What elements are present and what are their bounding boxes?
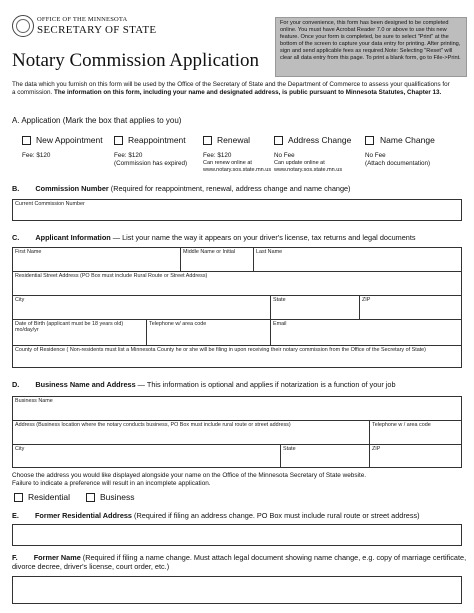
business-label: Business <box>100 492 135 502</box>
office-name-line1: OFFICE OF THE MINNESOTA <box>37 16 128 23</box>
business-state-label: State <box>283 446 296 452</box>
former-name-field[interactable] <box>12 576 462 604</box>
section-b-letter: B. <box>12 184 20 193</box>
business-city-field[interactable] <box>13 445 281 467</box>
seal-inner-icon <box>16 19 30 33</box>
state-field[interactable] <box>271 296 360 320</box>
name-change-fee: No Fee <box>365 152 386 159</box>
address-failure-text: Failure to indicate a preference will result in an incomplete application. <box>12 480 211 487</box>
residential-address-label: Residential Street Address (PO Box must include Rural Route or Street Address) <box>15 273 208 279</box>
section-b-heading <box>12 184 351 193</box>
address-change-label: Address Change <box>288 135 352 145</box>
office-name-line2: SECRETARY OF STATE <box>37 24 157 36</box>
business-state-field[interactable] <box>281 445 370 467</box>
intro-paragraph <box>12 81 452 97</box>
renewal-note: Can renew online at www.notary.sos.state.mn.us <box>203 160 272 173</box>
zip-label: ZIP <box>362 297 371 303</box>
section-e-title: Former Residential Address <box>34 511 132 520</box>
residential-checkbox[interactable] <box>14 493 23 502</box>
city-label: City <box>15 297 25 303</box>
dob-format-text: mo/day/yr <box>15 327 39 333</box>
page-title: Notary Commission Application <box>12 50 259 71</box>
business-info-table <box>12 396 462 468</box>
section-c-heading <box>12 233 416 242</box>
reappointment-fee: Fee: $120 <box>114 152 143 159</box>
residential-address-field[interactable] <box>13 272 461 296</box>
residential-label: Residential <box>28 492 71 502</box>
intro-bold-text: The information on this form, including your name and designated address, is public pursuant to Minnesota Statutes, Chapter 13. <box>54 89 442 96</box>
intro-text: The data which you furnish on this form will be used by the Office of the Secretary of State and the Department of Commerce to assess your qualifications for a commission. <box>12 81 450 96</box>
first-name-label: First Name <box>15 249 42 255</box>
county-field[interactable] <box>13 346 461 367</box>
reappointment-note: (Commission has expired) <box>114 160 188 167</box>
business-checkbox[interactable] <box>86 493 95 502</box>
section-b-title: Commission Number <box>35 184 109 193</box>
section-c-title: Applicant Information <box>35 233 111 242</box>
section-d-heading <box>12 380 396 389</box>
county-label: County of Residence ( Non-residents must list a Minnesota County he or she will be filing in upon receiving their notary commission from the Office of the Secretary of State) <box>15 347 426 353</box>
section-d-letter: D. <box>12 380 20 389</box>
zip-field[interactable] <box>360 296 461 320</box>
city-field[interactable] <box>13 296 271 320</box>
dob-label-text: Date of Birth (applicant must be 18 years old) <box>15 321 124 327</box>
applicant-info-table <box>12 247 462 368</box>
business-zip-label: ZIP <box>372 446 381 452</box>
name-change-note: (Attach documentation) <box>365 160 431 167</box>
business-city-label: City <box>15 446 25 452</box>
section-a-heading: A. Application (Mark the box that applies to you) <box>12 116 182 125</box>
new-appointment-label: New Appointment <box>36 135 103 145</box>
address-choice-text: Choose the address you would like displayed alongside your name on the Office of the Minnesota Secretary of State website. <box>12 472 367 479</box>
section-c-desc: — List your name the way it appears on your driver's license, tax returns and legal documents <box>110 233 416 242</box>
reappointment-checkbox[interactable] <box>114 136 123 145</box>
section-f-letter: F. <box>12 553 18 562</box>
new-appointment-fee: Fee: $120 <box>22 152 51 159</box>
state-label: State <box>273 297 286 303</box>
section-f-desc: (Required if filing a name change. Must attach legal document showing name change, e.g. copy of marriage certificate, divorce decree, driver's license, court order, etc.) <box>12 553 467 571</box>
renewal-fee: Fee: $120 <box>203 152 232 159</box>
telephone-field[interactable] <box>147 320 271 346</box>
first-name-field[interactable] <box>13 248 181 272</box>
address-change-fee: No Fee <box>274 152 295 159</box>
business-telephone-label: Telephone w / area code <box>372 422 431 428</box>
middle-name-label: Middle Name or Initial <box>183 249 236 255</box>
business-name-field[interactable] <box>13 397 461 421</box>
business-address-field[interactable] <box>13 421 370 445</box>
dob-field[interactable] <box>13 320 147 346</box>
section-d-title: Business Name and Address <box>35 380 136 389</box>
section-d-desc: — This information is optional and applies if notarization is a function of your job <box>135 380 396 389</box>
telephone-label: Telephone w/ area code <box>149 321 207 327</box>
section-c-letter: C. <box>12 233 20 242</box>
instructions-notice: For your convenience, this form has been designed to be completed online. You must have Acrobat Reader 7.0 or above to use this new feature. Once your form is completed, be sure to select "Print" at the bottom of the screen to capture your data entry for printing. After printing, sign and send applicable fees as required.Note: Selecting "Reset" will clear all data entry from this page. To print a blank form, go to File->Print. <box>275 17 467 77</box>
section-e-letter: E. <box>12 511 19 520</box>
section-b-desc: (Required for reappointment, renewal, address change and name change) <box>108 184 351 193</box>
last-name-field[interactable] <box>254 248 461 272</box>
commission-number-label: Current Commission Number <box>15 201 85 207</box>
section-e-heading <box>12 511 420 520</box>
dob-label <box>13 320 146 334</box>
renewal-label: Renewal <box>217 135 251 145</box>
new-appointment-checkbox[interactable] <box>22 136 31 145</box>
section-e-desc: (Required if filing an address change. PO Box must include rural route or street address) <box>132 511 420 520</box>
renewal-checkbox[interactable] <box>203 136 212 145</box>
section-f-title: Former Name <box>33 553 81 562</box>
business-zip-field[interactable] <box>370 445 461 467</box>
last-name-label: Last Name <box>256 249 283 255</box>
name-change-label: Name Change <box>380 135 435 145</box>
business-name-label: Business Name <box>15 398 53 404</box>
address-change-checkbox[interactable] <box>274 136 283 145</box>
address-choice-note <box>12 472 462 488</box>
name-change-checkbox[interactable] <box>365 136 374 145</box>
commission-number-field[interactable] <box>12 199 462 221</box>
reappointment-label: Reappointment <box>128 135 186 145</box>
email-label: Email <box>273 321 287 327</box>
middle-name-field[interactable] <box>181 248 254 272</box>
business-telephone-field[interactable] <box>370 421 461 445</box>
section-f-heading <box>12 553 467 571</box>
address-change-note: Can update online at www.notary.sos.state.mn.us <box>274 160 343 173</box>
email-field[interactable] <box>271 320 461 346</box>
former-address-field[interactable] <box>12 524 462 546</box>
business-address-label: Address (Business location where the notary conducts business, PO Box must include rural route or street address) <box>15 422 291 428</box>
